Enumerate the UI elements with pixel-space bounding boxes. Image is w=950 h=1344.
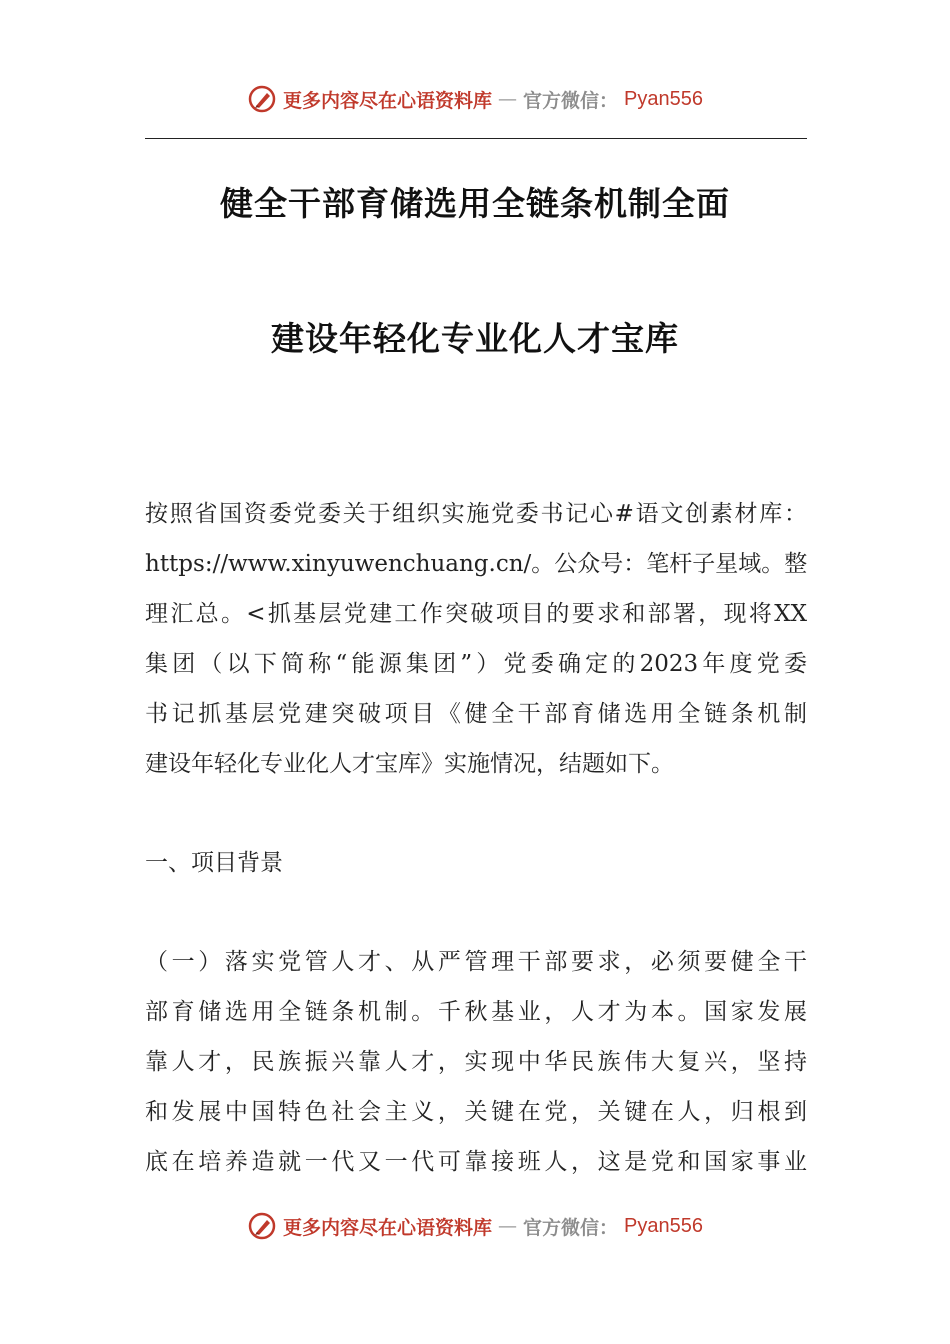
section1-line: （一）落实党管人才、从严管理干部要求，必须要健全干 bbox=[145, 949, 807, 975]
section1-line: 靠人才，民族振兴靠人才，实现中华民族伟大复兴，坚持 bbox=[145, 1049, 807, 1075]
banner-label: 官方微信： bbox=[523, 1216, 619, 1239]
banner-separator: — bbox=[498, 88, 518, 110]
intro-paragraph bbox=[145, 489, 807, 789]
document-title-line1: 健全干部育储选用全链条机制全面 bbox=[220, 184, 730, 223]
footer-banner bbox=[0, 1211, 950, 1241]
header-banner bbox=[0, 84, 950, 114]
intro-line: 理汇总。<抓基层党建工作突破项目的要求和部署，现将XX bbox=[145, 601, 807, 627]
section1-paragraph bbox=[145, 937, 807, 1187]
section1-line: 和发展中国特色社会主义，关键在党，关键在人，归根到 bbox=[145, 1099, 807, 1125]
intro-line: 集团（以下简称“能源集团”）党委确定的2023年度党委 bbox=[145, 651, 807, 677]
banner-label: 官方微信： bbox=[523, 89, 619, 112]
banner-wechat-id: Pyan556 bbox=[624, 1214, 703, 1237]
section1-line: 底在培养造就一代又一代可靠接班人，这是党和国家事业 bbox=[145, 1149, 807, 1175]
intro-line: 书记抓基层党建突破项目《健全干部育储选用全链条机制 bbox=[145, 701, 807, 727]
intro-line: 按照省国资委党委关于组织实施党委书记心#语文创素材库： bbox=[145, 501, 807, 527]
pen-logo-icon bbox=[247, 1211, 277, 1241]
banner-main-text: 更多内容尽在心语资料库 bbox=[283, 89, 493, 112]
section1-line: 部育储选用全链条机制。千秋基业，人才为本。国家发展 bbox=[145, 999, 807, 1025]
intro-line: https://www.xinyuwenchuang.cn/。公众号：笔杆子星域。整 bbox=[145, 551, 808, 577]
banner-main-text: 更多内容尽在心语资料库 bbox=[283, 1216, 493, 1239]
pen-logo-icon bbox=[247, 84, 277, 114]
section-heading: 一、项目背景 bbox=[145, 850, 283, 876]
banner-wechat-id: Pyan556 bbox=[624, 87, 703, 110]
intro-line: 建设年轻化专业化人才宝库》实施情况，结题如下。 bbox=[145, 751, 674, 777]
document-title-line2: 建设年轻化专业化人才宝库 bbox=[271, 319, 679, 358]
header-divider bbox=[145, 138, 807, 139]
banner-separator: — bbox=[498, 1215, 518, 1237]
